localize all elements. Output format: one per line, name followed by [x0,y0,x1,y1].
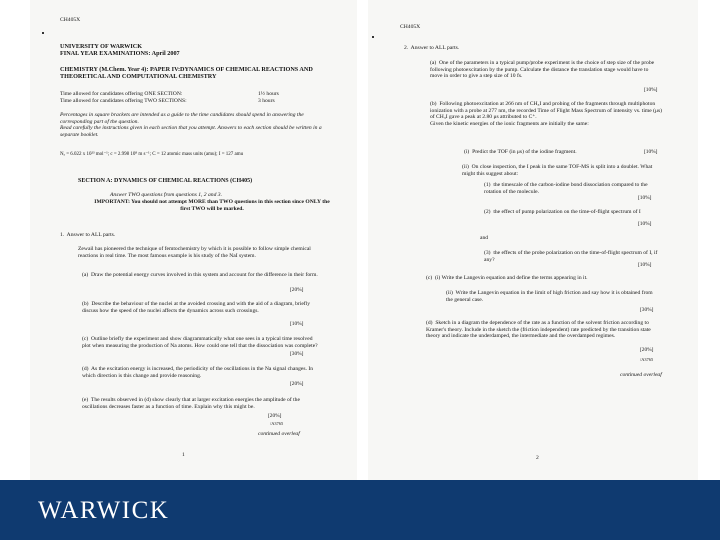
question-2c-mark: [30%] [640,307,654,313]
page-number: 1 [182,452,185,458]
question-2b-ii-3-mark: [10%] [638,262,652,268]
question-1c: (c) Outline briefly the experiment and show diagrammatically what one sees in a typical time resolved plot when measuring the production of Na atoms. How could one tell that the dissociation was complete? [82,336,318,349]
question-2b-i: (i) Predict the TOF (in μs) of the iodine fragment. [464,149,577,155]
question-2b-i-mark: [10%] [644,149,658,155]
page-number: 2 [536,455,539,461]
time-two-sections-value: 3 hours [258,98,275,104]
question-2d-mark: [20%] [640,347,654,353]
question-2b-ii-1: (1) the timescale of the carbon-iodine bond dissociation compared to the rotation of the molecule. [484,182,649,195]
scan-speck [42,32,44,34]
course-code: CH405X [60,17,81,23]
university-name: UNIVERSITY OF WARWICK [60,43,143,50]
question-2d-reference: /A3765 [640,357,654,362]
section-heading: SECTION A: DYNAMICS OF CHEMICAL REACTIONS (CH405) [78,178,253,184]
warwick-logo: WARWICK [38,497,170,524]
exam-page-2 [368,0,698,480]
exam-session: FINAL YEAR EXAMINATIONS: April 2007 [60,50,180,57]
question-1e-mark: [20%] [268,413,282,419]
and-text: and [480,235,489,241]
question-1e: (e) The results observed in (d) show clearly that at larger excitation energies the amplitude of the oscillations decreases faster as a function of time. Explain why this might be. [82,397,302,410]
question-1a: (a) Draw the potential energy curves involved in this system and account for the difference in their form. [82,272,318,278]
page-gutter [357,0,368,480]
question-1-header: 1. Answer to ALL parts. [60,232,116,238]
important-notice: IMPORTANT: You should not attempt MORE than TWO questions in this section since ONLY the first TWO will be marked. [94,199,332,212]
time-two-sections-label: Time allowed for candidates offering TWO SECTIONS: [60,98,187,104]
question-2d: (d) Sketch in a diagram the dependence of the rate as a function of the solvent friction according to Kramer's theory. Include in the sketch the (friction independent) rate predicted by the transition state theory and indicate the underdamped, the intermediate and the overdamped regimes. [426,320,653,340]
question-2a-mark: [10%] [644,87,658,93]
question-2b-ii-1-mark: [10%] [638,195,652,201]
question-1a-mark: [20%] [290,287,304,293]
question-2b-ii-3: (3) the effects of the probe polarization on the time-of-flight spectrum of I, if any? [484,250,659,263]
question-2b: (b) Following photoexcitation at 266 nm of CH₃I and probing of the fragments through multiphoton ionization with a probe at 277 nm, the recorded Time of Flight Mass Spectrum of intensity vs. time (μs) of CH₃I gave a peak at 2.80 μs attributed to C⁺. Given the kinetic energies of the ionic fragments are initially the same: [430,101,663,127]
question-1b-mark: [10%] [290,321,304,327]
exam-page-1 [30,0,357,480]
question-2c-i: (c) (i) Write the Langevin equation and define the terms appearing in it. [426,275,588,281]
time-one-section-value: 1½ hours [258,91,279,97]
question-1d: (d) As the excitation energy is increased, the periodicity of the oscillations in the Na signal changes. In which direction is this change and provide reasoning. [82,366,315,379]
question-2a: (a) One of the parameters in a typical pump/probe experiment is the choice of step size of the probe following photoexcitation by the pump. Calculate the distance the translation stage would have to move in order to give a step size of 10 fs. [430,60,656,80]
question-2b-ii: (ii) On close inspection, the I peak in the same TOF-MS is split into a doublet. What might this suggest about: [462,164,654,177]
question-2c-ii: (ii) Write the Langevin equation in the limit of high friction and say how it is obtained from the general case. [446,290,655,303]
question-1d-mark: [20%] [290,381,304,387]
question-1-intro: Zewail has pioneered the technique of femtochemistry by which it is possible to follow simple chemical reactions in real time. The most famous example is his study of the NaI system. [78,246,313,259]
question-2b-ii-2: (2) the effect of pump polarization on the time-of-flight spectrum of I [484,209,641,215]
continued-overleaf: continued overleaf [258,431,300,437]
continued-overleaf: continued overleaf [620,372,662,378]
scan-speck [372,36,374,38]
physical-constants: Nₐ = 6.022 x 10²³ mol⁻¹; c = 2.998 10⁸ m s⁻¹; C = 12 atomic mass units (amu); I = 127 amu [60,152,244,157]
time-one-section-label: Time allowed for candidates offering ONE SECTION: [60,91,183,97]
question-1e-reference: /A3765 [270,421,284,426]
question-2-header: 2. Answer to ALL parts. [404,45,460,51]
question-2b-ii-2-mark: [10%] [638,221,652,227]
course-code: CH405X [400,24,421,30]
exam-instructions: Percentages in square brackets are intended as a guide to the time candidates should spend in answering the corresponding part of the question. Read carefully the instructions given in each section that you attempt. Answers to each section should be written in a separate booklet. [60,112,322,138]
paper-title: CHEMISTRY (M.Chem. Year 4): PAPER IV:DYNAMICS OF CHEMICAL REACTIONS AND THEORETICAL AND COMPUTATIONAL CHEMISTRY [60,66,315,81]
question-1b: (b) Describe the behaviour of the nuclei at the avoided crossing and with the aid of a diagram, briefly discuss how the speed of the nuclei affects the dynamics across such crossings. [82,301,312,314]
section-note: Answer TWO questions from questions 1, 2 and 3. [110,192,222,198]
question-1c-mark: [30%] [290,351,304,357]
